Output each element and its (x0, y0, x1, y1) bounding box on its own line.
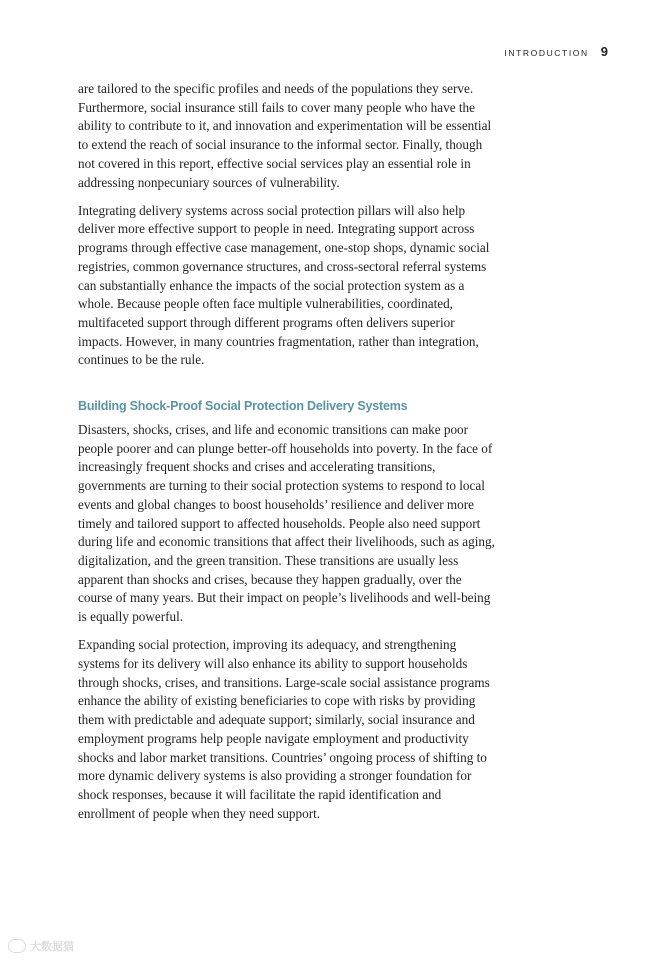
section-label: INTRODUCTION (504, 48, 589, 58)
watermark-logo-icon (8, 939, 26, 953)
paragraph: Expanding social protection, improving its adequacy, and strengthening systems for its delivery will also enhance its ability to support households through shocks, crises, and transitions. Large-scale social assistance programs enhance the ability of existing beneficiaries to cope with risks by providing them with predictable and adequate support; similarly, social insurance and employment programs help people navigate employment and productivity shocks and labor market transitions. Countries’ ongoing process of shifting to more dynamic delivery systems is also providing a stronger foundation for shock responses, because it will facilitate the rapid identification and enrollment of people when they need support. (78, 637, 490, 821)
page-number: 9 (600, 44, 608, 59)
watermark-text: 大数据猫 (30, 940, 74, 953)
paragraph: are tailored to the specific profiles and needs of the populations they serve. Furthermore, social insurance still fails to cover many people who have the ability to contribute to it, and innovation and experimentation will be essential to extend the reach of social insurance to the informal sector. Finally, though not covered in this report, effective social services play an essential role in addressing nonpecuniary sources of vulnerability. (78, 81, 492, 190)
section-heading: Building Shock-Proof Social Protection Delivery Systems (78, 399, 408, 414)
body-text (78, 80, 496, 833)
paragraph: Integrating delivery systems across social protection pillars will also help deliver more effective support to people in need. Integrating support across programs through effective case management, one-stop shops, dynamic social registries, common governance structures, and cross-sectoral referral systems can substantially enhance the impacts of the social protection system as a whole. Because people often face multiple vulnerabilities, coordinated, multifaceted support through different programs often delivers superior impacts. However, in many countries fragmentation, rather than integration, continues to be the rule. (78, 202, 490, 368)
watermark (8, 938, 74, 954)
running-header (504, 44, 608, 59)
paragraph: Disasters, shocks, crises, and life and economic transitions can make poor people poorer and can plunge better-off households into poverty. In the face of increasingly frequent shocks and crises and accelerating transitions, governments are turning to their social protection systems to respond to local events and global changes to boost households’ resilience and deliver more timely and tailored support to affected households. People also need support during life and economic transitions that affect their livelihoods, such as aging, digitalization, and the green transition. These transitions are usually less apparent than shocks and crises, because they happen gradually, over the course of many years. But their impact on people’s livelihoods and well-being is equally powerful. (78, 422, 495, 625)
